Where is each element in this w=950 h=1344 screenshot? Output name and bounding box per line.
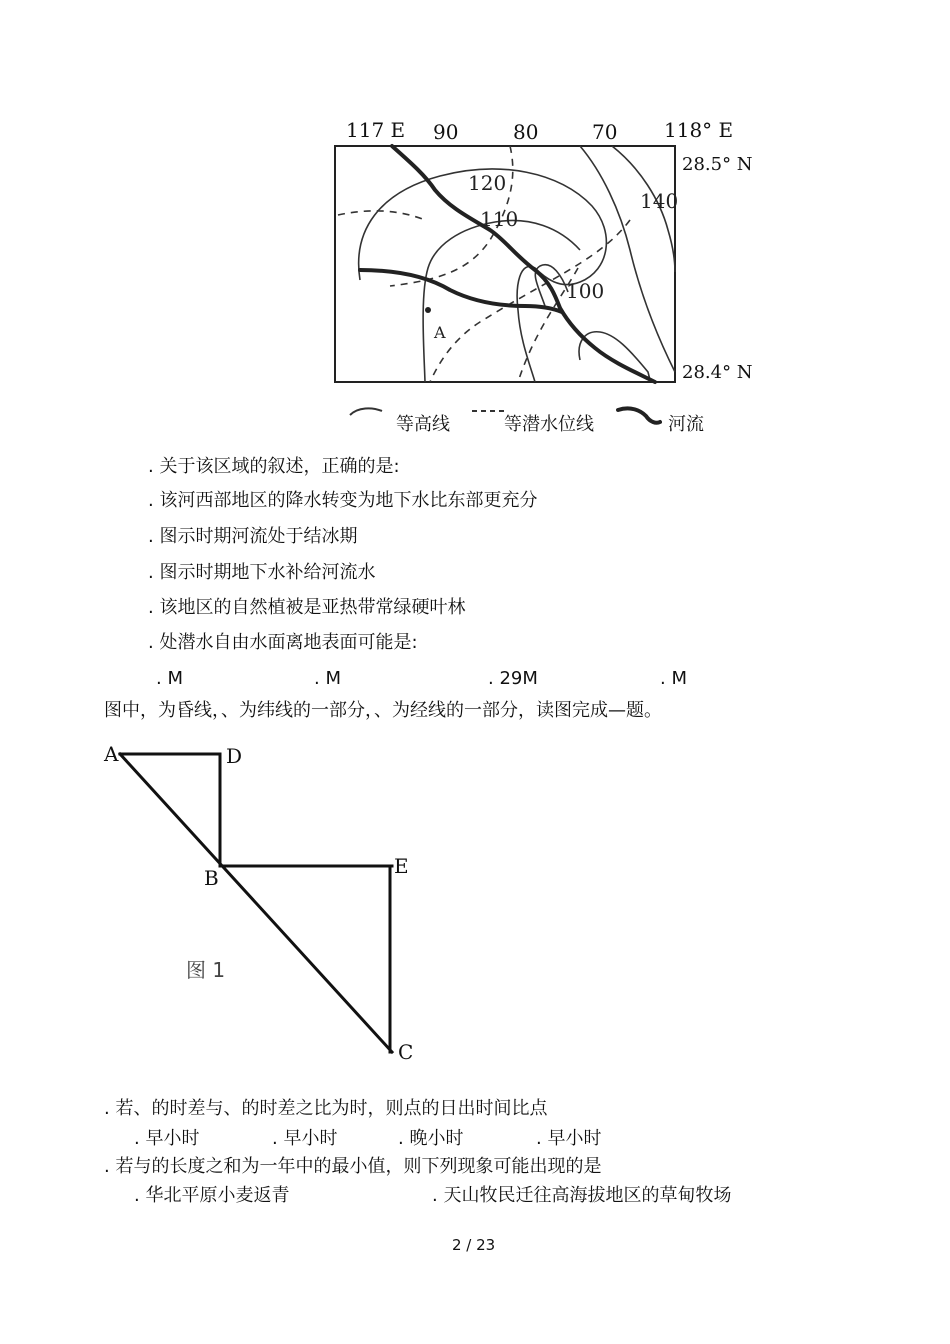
q3-stem: . 若、的时差与、的时差之比为时，则点的日出时间比点 — [104, 1098, 548, 1119]
lat-label-bottom: 28.4° N — [682, 362, 753, 383]
legend-water-table-symbol — [470, 405, 506, 417]
lat-label-top: 28.5° N — [682, 154, 753, 175]
q1-option-4: . 该地区的自然植被是亚热带常绿硬叶林 — [148, 597, 466, 618]
q2-option-4: . M — [660, 668, 687, 689]
legend-contour-symbol — [348, 405, 384, 421]
q3-option-1: . 早小时 — [134, 1128, 200, 1149]
point-c-label: C — [398, 1040, 414, 1064]
contour-lines — [359, 146, 675, 382]
point-a-label: A — [434, 323, 446, 342]
lon-label-118e: 118° E — [664, 118, 734, 142]
figure-lines — [96, 738, 436, 1068]
contour-value-110: 110 — [480, 207, 519, 231]
legend-water-table-label: 等潜水位线 — [504, 414, 594, 435]
q4-stem: . 若与的长度之和为一年中的最小值，则下列现象可能出现的是 — [104, 1156, 602, 1177]
contour-map — [330, 110, 780, 440]
legend-river-label: 河流 — [668, 414, 704, 435]
lon-label-80: 80 — [513, 120, 539, 144]
q1-option-1: . 该河西部地区的降水转变为地下水比东部更充分 — [148, 490, 538, 511]
legend-contour-label: 等高线 — [396, 414, 450, 435]
terminator-figure — [96, 738, 436, 1068]
q2-stem: . 处潜水自由水面离地表面可能是: — [148, 632, 418, 653]
contour-value-120: 120 — [468, 171, 507, 195]
section-intro: 图中，为昏线，、为纬线的一部分，、为经线的一部分，读图完成—题。 — [104, 700, 662, 721]
point-b-label: B — [204, 866, 219, 890]
q3-option-2: . 早小时 — [272, 1128, 338, 1149]
q1-stem: . 关于该区域的叙述，正确的是: — [148, 456, 400, 477]
point-a-marker — [425, 307, 431, 313]
q4-option-2: . 天山牧民迁往高海拔地区的草甸牧场 — [432, 1185, 732, 1206]
contour-value-140: 140 — [640, 189, 679, 213]
page-number: 2 / 23 — [452, 1236, 496, 1254]
q1-option-2: . 图示时期河流处于结冰期 — [148, 526, 358, 547]
contour-value-100: 100 — [566, 279, 605, 303]
q2-option-2: . M — [314, 668, 341, 689]
q4-option-1: . 华北平原小麦返青 — [134, 1185, 290, 1206]
figure-caption: 图 1 — [186, 958, 226, 982]
river — [360, 146, 655, 382]
point-a-label: A — [104, 742, 119, 766]
q3-option-3: . 晚小时 — [398, 1128, 464, 1149]
legend-river-symbol — [616, 404, 662, 428]
q2-option-3: . 29M — [488, 668, 538, 689]
point-e-label: E — [394, 854, 409, 878]
lon-label-117e: 117 E — [346, 118, 406, 142]
q2-option-1: . M — [156, 668, 183, 689]
line-ab-bc — [120, 754, 392, 1052]
map-drawing — [330, 110, 780, 400]
lon-label-70: 70 — [592, 120, 618, 144]
lon-label-90: 90 — [433, 120, 459, 144]
point-d-label: D — [226, 744, 243, 768]
q3-option-4: . 早小时 — [536, 1128, 602, 1149]
q1-option-3: . 图示时期地下水补给河流水 — [148, 562, 376, 583]
